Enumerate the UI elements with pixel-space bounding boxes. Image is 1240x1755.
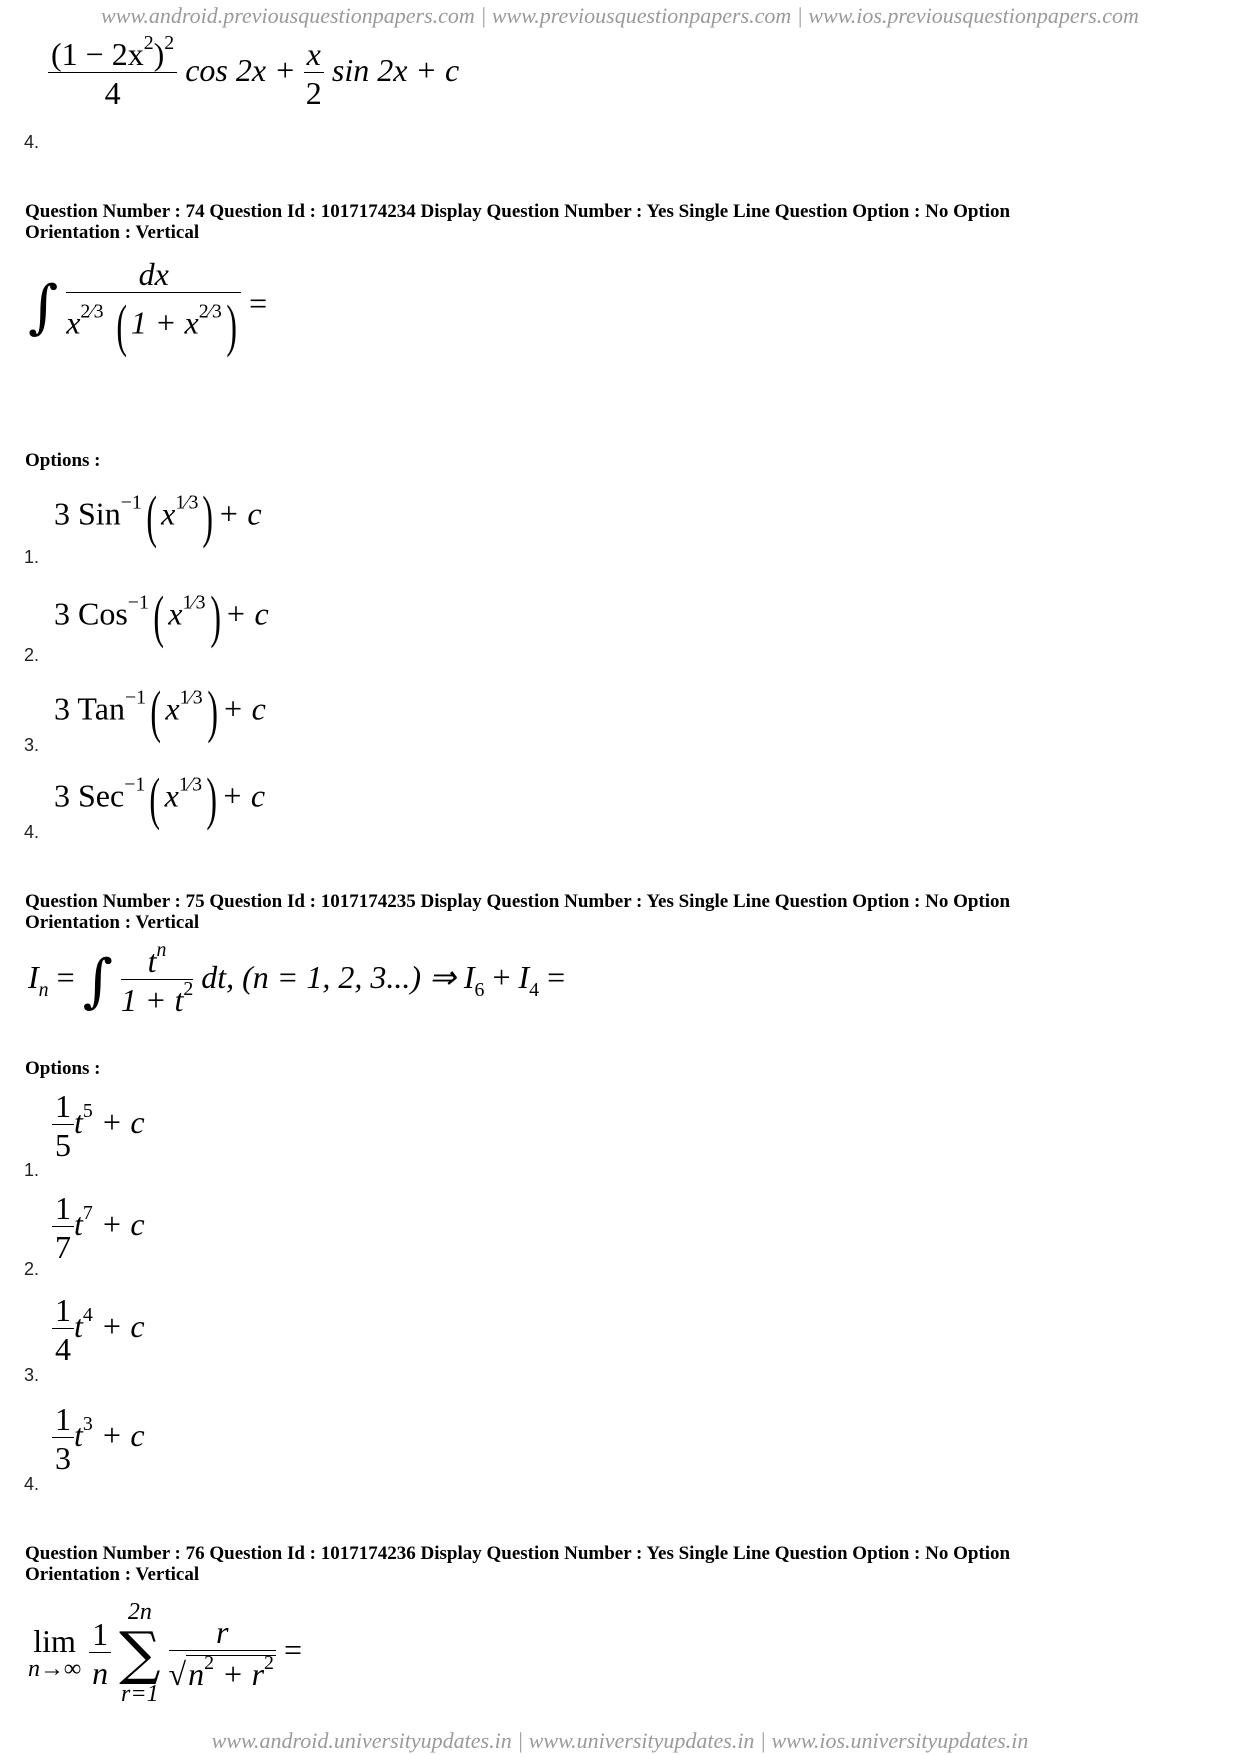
q74-option-4: 3 Sec$^{-1}$( $x^{1⁄3}) + c$ xyxy=(54,766,266,831)
footer-watermark: www.android.universityupdates.in | www.universityupdates.in | www.ios.universityupdates.in xyxy=(211,1728,1029,1753)
q74-header: Question Number : 74 Question Id : 1017174234 Display Question Number : Yes Single Line Question Option : No Option Orientation : Vertical xyxy=(25,201,1011,243)
q74-option-1: 3 Sin$^{-1}$( $x^{1⁄3}) + c$ xyxy=(54,484,262,549)
prev-option-number: 4. xyxy=(24,132,40,152)
q74-option-3: 3 Tan$^{-1}$( $x^{1⁄3}) + c$ xyxy=(54,679,266,744)
q75-options-label: Options : xyxy=(25,1058,101,1079)
q75-option-2: $\frac{1}{7}$ $t^7 + c$ xyxy=(52,1192,145,1263)
q74-option-4-number: 4. xyxy=(24,822,40,842)
prev-option-fraction: $\frac{(1 - 2x^2)^2}{4}$ xyxy=(48,38,177,109)
q75-option-4-number: 4. xyxy=(24,1474,40,1494)
q75-option-3: $\frac{1}{4}$ $t^4 + c$ xyxy=(52,1294,145,1365)
q75-option-1: $\frac{1}{5}$ $t^5 + c$ xyxy=(52,1090,145,1161)
q76-formula: lim n→∞ $\frac{1}{n}$ 2n ∑ r=1 $\frac{r}{√n^2 + r^2}$ = xyxy=(28,1599,303,1707)
q74-option-1-number: 1. xyxy=(24,547,40,567)
q75-formula: $I_n$ = ∫ $\frac{t^n}{1 + t^2}$ dt, (n = 1, 2, 3...) ⇒ $I_6 + I_4$ = xyxy=(28,939,566,1018)
q74-option-2-number: 2. xyxy=(24,645,40,665)
q75-header: Question Number : 75 Question Id : 1017174235 Display Question Number : Yes Single Line Question Option : No Option Orientation : Vertical xyxy=(25,891,1011,933)
q75-option-4: $\frac{1}{3}$ $t^3 + c$ xyxy=(52,1403,145,1474)
q74-option-3-number: 3. xyxy=(24,735,40,755)
q75-option-2-number: 2. xyxy=(24,1259,40,1279)
prev-option-formula: $\frac{(1 - 2x^2)^2}{4}$ cos 2x + $\frac{x}{2}$ sin 2x + c xyxy=(48,38,459,109)
q74-formula: ∫ $\frac{dx}{x^{2⁄3} ( 1 + x^{2⁄3})}$ = xyxy=(28,256,268,358)
q75-option-1-number: 1. xyxy=(24,1160,40,1180)
q76-header: Question Number : 76 Question Id : 1017174236 Display Question Number : Yes Single Line Question Option : No Option Orientation : Vertical xyxy=(25,1543,1011,1585)
q74-options-label: Options : xyxy=(25,450,101,471)
header-watermark: www.android.previousquestionpapers.com | www.previousquestionpapers.com | www.ios.previousquestionpapers.com xyxy=(101,3,1139,28)
q74-option-2: 3 Cos$^{-1}$( $x^{1⁄3}) + c$ xyxy=(54,584,269,649)
q75-option-3-number: 3. xyxy=(24,1365,40,1385)
